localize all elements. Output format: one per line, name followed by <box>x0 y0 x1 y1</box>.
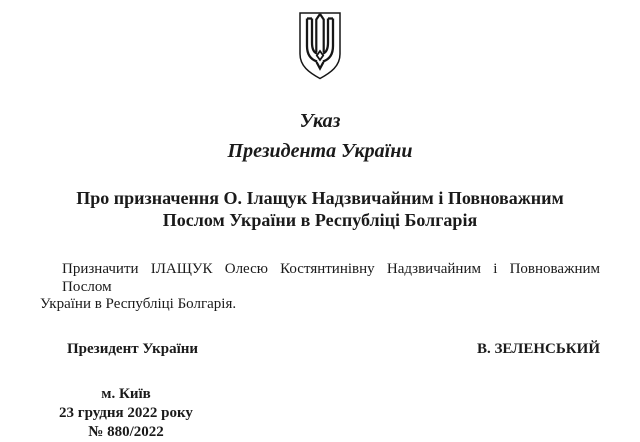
decree-body-line-2: України в Республіці Болгарія. <box>40 296 237 312</box>
signature-row <box>67 341 600 358</box>
signature-name: В. ЗЕЛЕНСЬКИЙ <box>476 340 600 357</box>
decree-type-heading: Указ <box>299 110 341 132</box>
decree-issuer-heading: Президента України <box>227 140 413 162</box>
decree-title-line-1: Про призначення О. Ілащук Надзвичайним і Повноважним <box>76 188 564 208</box>
emblem-container <box>0 0 640 82</box>
decree-place: м. Київ <box>101 385 151 402</box>
decree-title <box>0 187 640 231</box>
decree-date: 23 грудня 2022 року <box>59 404 193 421</box>
signature-role: Президент України <box>67 340 199 357</box>
decree-body-paragraph <box>40 261 600 314</box>
decree-title-line-2: Послом України в Республіці Болгарія <box>162 210 478 230</box>
decree-body-line-1: Призначити ІЛАЩУК Олесю Костянтинівну Надзвичайним і Повноважним Послом <box>62 261 600 295</box>
coat-of-arms-ukraine-icon <box>295 10 345 82</box>
decree-number: № 880/2022 <box>88 423 164 440</box>
date-block <box>40 385 212 442</box>
